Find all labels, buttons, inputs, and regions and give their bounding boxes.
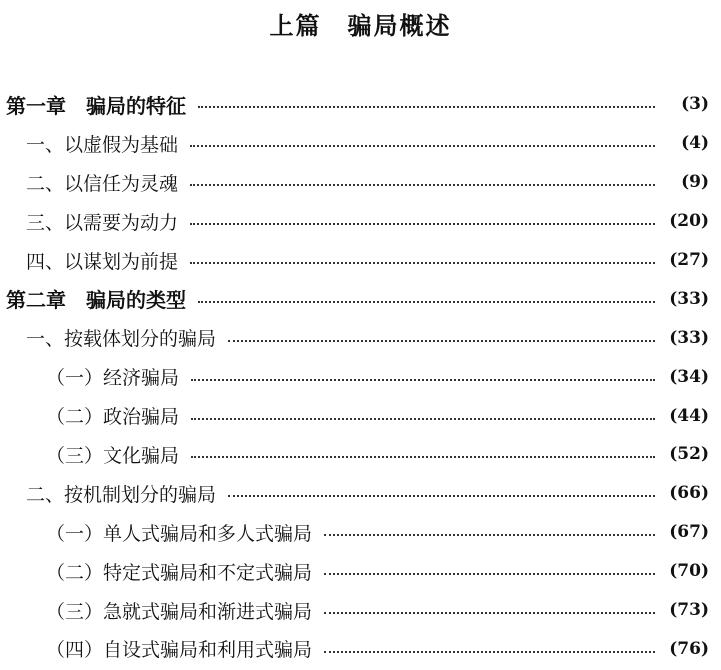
toc-page-number: (66) — [669, 483, 709, 504]
toc-page-number: (52) — [669, 444, 709, 465]
toc-entry[interactable] — [0, 435, 721, 474]
toc-page-number: (9) — [681, 172, 709, 193]
dot-leader — [190, 223, 655, 225]
toc-entry-label: （三）急就式骗局和渐进式骗局 — [46, 600, 313, 623]
dot-leader — [190, 184, 655, 186]
dot-leader — [198, 106, 655, 108]
toc-entry-label: 一、以虚假为基础 — [26, 133, 179, 156]
dot-leader — [191, 379, 655, 381]
toc-entry[interactable] — [0, 163, 721, 202]
toc-entry-label: 三、以需要为动力 — [26, 211, 179, 234]
toc-page-number: (3) — [681, 94, 709, 115]
toc-entry-label: 四、以谋划为前提 — [26, 250, 179, 273]
toc-entry[interactable] — [0, 241, 721, 280]
toc-page-number: (20) — [669, 211, 709, 232]
toc-page-number: (73) — [669, 600, 709, 621]
dot-leader — [191, 456, 655, 458]
table-of-contents — [0, 85, 721, 668]
toc-entry[interactable] — [0, 318, 721, 357]
toc-page-number: (76) — [669, 638, 709, 659]
dot-leader — [198, 301, 655, 303]
toc-entry-label: （二）特定式骗局和不定式骗局 — [46, 561, 313, 584]
toc-entry-label: （三）文化骗局 — [46, 444, 180, 467]
toc-page-number: (70) — [669, 561, 709, 582]
toc-entry-label: （四）自设式骗局和利用式骗局 — [46, 639, 313, 662]
toc-page-number: (33) — [669, 327, 709, 348]
toc-entry[interactable] — [0, 279, 721, 318]
toc-entry[interactable] — [0, 591, 721, 630]
toc-entry[interactable] — [0, 202, 721, 241]
dot-leader — [324, 612, 655, 614]
toc-entry[interactable] — [0, 513, 721, 552]
toc-entry[interactable] — [0, 629, 721, 668]
toc-entry[interactable] — [0, 552, 721, 591]
toc-entry-label: （一）单人式骗局和多人式骗局 — [46, 522, 313, 545]
toc-entry[interactable] — [0, 396, 721, 435]
section-title: 上篇 骗局概述 — [269, 12, 452, 40]
toc-entry[interactable] — [0, 474, 721, 513]
toc-page-number: (34) — [669, 366, 709, 387]
toc-entry[interactable] — [0, 357, 721, 396]
toc-entry-label: （一）经济骗局 — [46, 367, 180, 390]
dot-leader — [190, 262, 655, 264]
dot-leader — [324, 651, 655, 653]
toc-entry-label: 一、按载体划分的骗局 — [26, 328, 217, 351]
dot-leader — [228, 340, 655, 342]
toc-entry-label: 第一章 骗局的特征 — [6, 93, 186, 118]
toc-entry-label: 二、按机制划分的骗局 — [26, 483, 217, 506]
toc-entry[interactable] — [0, 85, 721, 124]
toc-entry-label: 二、以信任为灵魂 — [26, 172, 179, 195]
toc-page-number: (33) — [669, 288, 709, 309]
dot-leader — [324, 534, 655, 536]
dot-leader — [228, 495, 655, 497]
toc-page-number: (67) — [669, 522, 709, 543]
toc-page-number: (4) — [681, 133, 709, 154]
toc-entry-label: （二）政治骗局 — [46, 406, 180, 429]
toc-page-number: (44) — [669, 405, 709, 426]
dot-leader — [190, 145, 655, 147]
toc-entry[interactable] — [0, 124, 721, 163]
toc-page-number: (27) — [669, 250, 709, 270]
dot-leader — [324, 573, 655, 575]
toc-entry-label: 第二章 骗局的类型 — [6, 288, 186, 313]
dot-leader — [191, 418, 655, 420]
